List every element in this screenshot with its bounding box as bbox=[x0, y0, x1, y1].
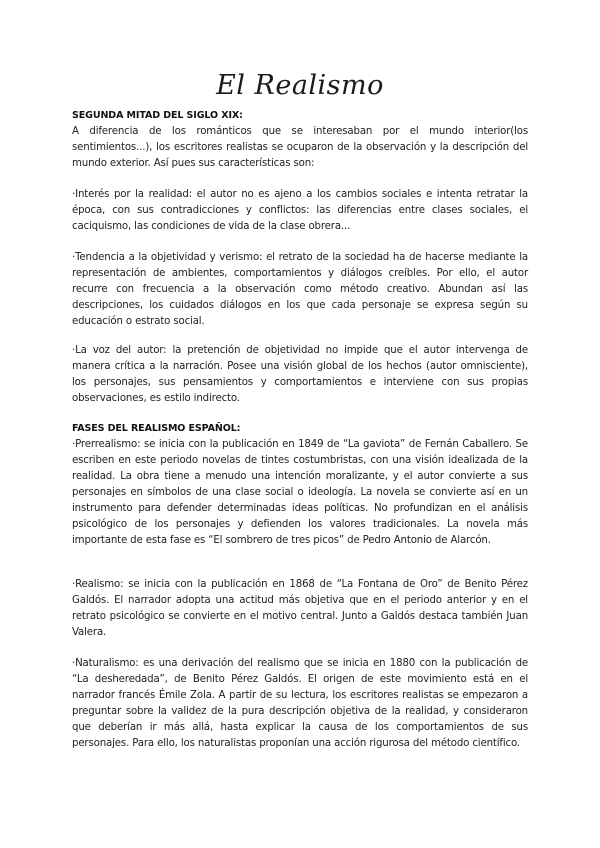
section-heading-fases: FASES DEL REALISMO ESPAÑOL: bbox=[72, 423, 241, 434]
paragraph-naturalismo: ·Naturalismo: es una derivación del realismo que se inicia en 1880 con la publicación de “La desheredada”, de Benito Pérez Galdós. El origen de este movimiento está en el narrador francés Émile Zola. A partir de su lectura, los escritores realistas se empezaron a preguntar sobre la validez de la pura descripción objetiva de la realidad, y consideraron que deberían ir más allá, hasta explicar la causa de los comportamientos de sus personajes. Para ello, los naturalistas proponían una acción rigurosa del método científico. bbox=[72, 658, 528, 749]
paragraph-prerrealismo: ·Prerrealismo: se inicia con la publicación en 1849 de “La gaviota” de Fernán Caballero. Se escriben en este periodo novelas de tintes costumbristas, con una visión idealizada de la realidad. La obra tiene a menudo una intención moralizante, y el autor convierte a sus personajes en símbolos de una clase social o ideología. La novela se convierte así en un instrumento para defender determinadas ideas políticas. No profundizan en el análisis psicológico de los personajes y defienden los valores tradicionales. La novela más importante de esta fase es “El sombrero de tres picos” de Pedro Antonio de Alarcón. bbox=[72, 439, 528, 546]
section-heading-segunda-mitad: SEGUNDA MITAD DEL SIGLO XIX: bbox=[72, 110, 243, 121]
paragraph-intro: A diferencia de los románticos que se interesaban por el mundo interior(los sentimientos...), los escritores realistas se ocuparon de la observación y la descripción del mundo exterior. Así pues sus características son: bbox=[72, 126, 528, 169]
paragraph-interes-realidad: ·Interés por la realidad: el autor no es ajeno a los cambios sociales e intenta retratar la época, con sus contradicciones y conflictos: las diferencias entre clases sociales, el caciquismo, las condiciones de vida de la clase obrera... bbox=[72, 189, 528, 232]
document-title: El Realismo bbox=[216, 70, 384, 101]
paragraph-voz-autor: ·La voz del autor: la pretención de objetividad no impide que el autor intervenga de manera crítica a la narración. Posee una visión global de los hechos (autor omnisciente), los personajes, sus pensamientos y comportamientos e interviene con sus propias observaciones, es estilo indirecto. bbox=[72, 345, 528, 404]
paragraph-realismo: ·Realismo: se inicia con la publicación en 1868 de “La Fontana de Oro” de Benito Pérez Galdós. El narrador adopta una actitud más objetiva que en el periodo anterior y en el retrato psicológico se convierte en el motivo central. Junto a Galdós destaca también Juan Valera. bbox=[72, 579, 528, 638]
paragraph-tendencia-objetividad: ·Tendencia a la objetividad y verismo: el retrato de la sociedad ha de hacerse mediante la representación de ambientes, comportamientos y diálogos creíbles. Por ello, el autor recurre con frecuencia a la observación como método creativo. Abundan así las descripciones, los cuidados diálogos en los que cada personaje se expresa según su educación o estrato social. bbox=[72, 252, 528, 327]
